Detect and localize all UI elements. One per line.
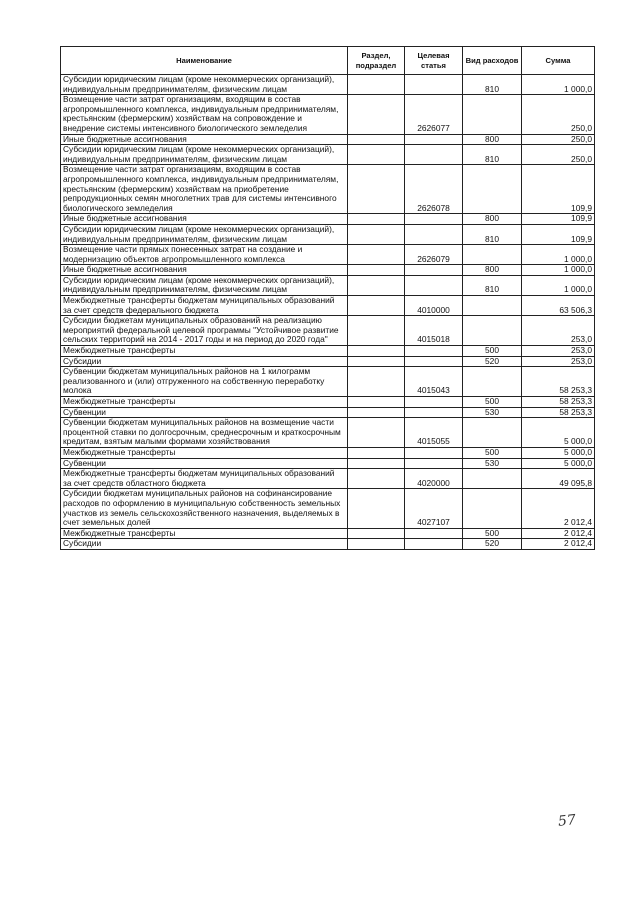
cell-target (405, 75, 463, 95)
cell-sum: 1 000,0 (522, 75, 595, 95)
cell-kind (463, 296, 522, 316)
cell-kind: 810 (463, 145, 522, 165)
cell-target (405, 539, 463, 550)
cell-kind (463, 469, 522, 489)
cell-sum: 109,9 (522, 165, 595, 214)
table-row (61, 528, 595, 539)
cell-name: Иные бюджетные ассигнования (61, 265, 348, 276)
cell-sum: 253,0 (522, 356, 595, 367)
table-row (61, 316, 595, 346)
cell-target (405, 397, 463, 408)
header-kind: Вид расходов (463, 47, 522, 75)
table-header-row (61, 47, 595, 75)
cell-kind: 530 (463, 407, 522, 418)
cell-section (348, 296, 405, 316)
cell-sum: 253,0 (522, 316, 595, 346)
cell-sum: 250,0 (522, 95, 595, 134)
cell-kind: 500 (463, 447, 522, 458)
cell-section (348, 539, 405, 550)
table-row (61, 397, 595, 408)
table-row (61, 224, 595, 244)
cell-name: Субсидии юридическим лицам (кроме некоммерческих организаций), индивидуальным предпринимателям, физическим лицам (61, 145, 348, 165)
cell-name: Субсидии (61, 539, 348, 550)
table-row (61, 134, 595, 145)
cell-section (348, 165, 405, 214)
cell-kind: 810 (463, 75, 522, 95)
table-row (61, 165, 595, 214)
cell-target: 4015018 (405, 316, 463, 346)
cell-name: Межбюджетные трансферты (61, 528, 348, 539)
cell-name: Субсидии юридическим лицам (кроме некоммерческих организаций), индивидуальным предпринимателям, физическим лицам (61, 75, 348, 95)
cell-sum: 5 000,0 (522, 418, 595, 448)
cell-sum: 58 253,3 (522, 397, 595, 408)
cell-section (348, 407, 405, 418)
cell-section (348, 458, 405, 469)
cell-target: 4027107 (405, 489, 463, 528)
table-row (61, 245, 595, 265)
budget-table (60, 46, 595, 550)
cell-name: Субвенции (61, 458, 348, 469)
cell-section (348, 134, 405, 145)
cell-name: Межбюджетные трансферты (61, 397, 348, 408)
table-row (61, 367, 595, 397)
cell-target (405, 265, 463, 276)
cell-section (348, 528, 405, 539)
cell-target (405, 447, 463, 458)
header-name: Наименование (61, 47, 348, 75)
cell-target: 4015055 (405, 418, 463, 448)
cell-name: Субсидии бюджетам муниципальных районов на софинансирование расходов по оформлению в муниципальную собственность земельных участков из земель сельскохозяйственного назначения, выделяемых в счет земельных долей (61, 489, 348, 528)
cell-name: Иные бюджетные ассигнования (61, 134, 348, 145)
cell-target: 2626078 (405, 165, 463, 214)
cell-section (348, 489, 405, 528)
cell-section (348, 145, 405, 165)
table-row (61, 95, 595, 134)
header-target: Целевая статья (405, 47, 463, 75)
cell-kind: 800 (463, 134, 522, 145)
table-row (61, 356, 595, 367)
cell-target: 2626079 (405, 245, 463, 265)
cell-sum: 49 095,8 (522, 469, 595, 489)
cell-name: Иные бюджетные ассигнования (61, 214, 348, 225)
cell-target (405, 145, 463, 165)
cell-name: Субсидии юридическим лицам (кроме некоммерческих организаций), индивидуальным предпринимателям, физическим лицам (61, 275, 348, 295)
cell-name: Межбюджетные трансферты (61, 346, 348, 357)
cell-target (405, 346, 463, 357)
cell-kind: 800 (463, 265, 522, 276)
cell-kind: 500 (463, 346, 522, 357)
table-row (61, 447, 595, 458)
cell-kind (463, 316, 522, 346)
cell-name: Возмещение части прямых понесенных затрат на создание и модернизацию объектов агропромышленного комплекса (61, 245, 348, 265)
table-row (61, 458, 595, 469)
cell-kind: 810 (463, 224, 522, 244)
cell-name: Возмещение части затрат организациям, входящим в состав агропромышленного комплекса, индивидуальным предпринимателям, крестьянским (фермерским) хозяйствам на сопровождение и внедрение системы интенсивного биологического земледелия (61, 95, 348, 134)
cell-kind: 810 (463, 275, 522, 295)
cell-sum: 5 000,0 (522, 458, 595, 469)
cell-name: Межбюджетные трансферты бюджетам муниципальных образований за счет средств федерального бюджета (61, 296, 348, 316)
cell-section (348, 95, 405, 134)
table-row (61, 145, 595, 165)
cell-section (348, 469, 405, 489)
cell-section (348, 265, 405, 276)
cell-kind (463, 418, 522, 448)
cell-sum: 63 506,3 (522, 296, 595, 316)
cell-sum: 58 253,3 (522, 407, 595, 418)
cell-section (348, 346, 405, 357)
cell-name: Субсидии юридическим лицам (кроме некоммерческих организаций), индивидуальным предпринимателям, физическим лицам (61, 224, 348, 244)
header-sum: Сумма (522, 47, 595, 75)
cell-target (405, 458, 463, 469)
cell-section (348, 214, 405, 225)
cell-kind: 520 (463, 539, 522, 550)
cell-target (405, 275, 463, 295)
cell-kind (463, 245, 522, 265)
cell-name: Субсидии (61, 356, 348, 367)
cell-sum: 2 012,4 (522, 489, 595, 528)
cell-section (348, 367, 405, 397)
cell-target: 4020000 (405, 469, 463, 489)
cell-kind: 530 (463, 458, 522, 469)
cell-section (348, 316, 405, 346)
cell-section (348, 397, 405, 408)
cell-section (348, 356, 405, 367)
cell-name: Возмещение части затрат организациям, входящим в состав агропромышленного комплекса, индивидуальным предпринимателям, крестьянским (фермерским) хозяйствам на приобретение репродукционных семян многолетних трав для системы интенсивного биологического земледелия (61, 165, 348, 214)
cell-section (348, 418, 405, 448)
cell-kind: 500 (463, 528, 522, 539)
cell-sum: 2 012,4 (522, 539, 595, 550)
cell-target (405, 134, 463, 145)
cell-sum: 253,0 (522, 346, 595, 357)
cell-sum: 2 012,4 (522, 528, 595, 539)
table-row (61, 539, 595, 550)
cell-sum: 1 000,0 (522, 245, 595, 265)
cell-name: Субсидии бюджетам муниципальных образований на реализацию мероприятий федеральной целевой программы "Устойчивое развитие сельских территорий на 2014 - 2017 годы и на период до 2020 года" (61, 316, 348, 346)
cell-sum: 5 000,0 (522, 447, 595, 458)
cell-sum: 109,9 (522, 224, 595, 244)
cell-sum: 109,9 (522, 214, 595, 225)
cell-section (348, 75, 405, 95)
header-section: Раздел, подраздел (348, 47, 405, 75)
table-row (61, 275, 595, 295)
cell-section (348, 447, 405, 458)
table-row (61, 265, 595, 276)
cell-kind (463, 489, 522, 528)
cell-kind: 800 (463, 214, 522, 225)
cell-target: 2626077 (405, 95, 463, 134)
table-row (61, 214, 595, 225)
cell-name: Субвенции бюджетам муниципальных районов на 1 килограмм реализованного и (или) отгруженного на собственную переработку молока (61, 367, 348, 397)
cell-target: 4010000 (405, 296, 463, 316)
cell-name: Межбюджетные трансферты бюджетам муниципальных образований за счет средств областного бюджета (61, 469, 348, 489)
table-row (61, 75, 595, 95)
cell-section (348, 275, 405, 295)
cell-target (405, 214, 463, 225)
cell-name: Межбюджетные трансферты (61, 447, 348, 458)
cell-kind (463, 165, 522, 214)
cell-section (348, 224, 405, 244)
cell-target (405, 407, 463, 418)
table-body (61, 75, 595, 550)
cell-kind: 520 (463, 356, 522, 367)
cell-sum: 1 000,0 (522, 265, 595, 276)
table-row (61, 346, 595, 357)
cell-section (348, 245, 405, 265)
page-number: 57 (557, 812, 577, 830)
cell-name: Субвенции бюджетам муниципальных районов на возмещение части процентной ставки по долгосрочным, среднесрочным и краткосрочным кредитам, взятым малыми формами хозяйствования (61, 418, 348, 448)
table-row (61, 296, 595, 316)
cell-kind (463, 95, 522, 134)
cell-name: Субвенции (61, 407, 348, 418)
cell-sum: 250,0 (522, 134, 595, 145)
cell-sum: 58 253,3 (522, 367, 595, 397)
cell-target (405, 356, 463, 367)
cell-kind (463, 367, 522, 397)
cell-target (405, 224, 463, 244)
cell-sum: 1 000,0 (522, 275, 595, 295)
cell-target: 4015043 (405, 367, 463, 397)
cell-target (405, 528, 463, 539)
table-row (61, 469, 595, 489)
cell-kind: 500 (463, 397, 522, 408)
cell-sum: 250,0 (522, 145, 595, 165)
table-row (61, 407, 595, 418)
table-row (61, 489, 595, 528)
table-row (61, 418, 595, 448)
